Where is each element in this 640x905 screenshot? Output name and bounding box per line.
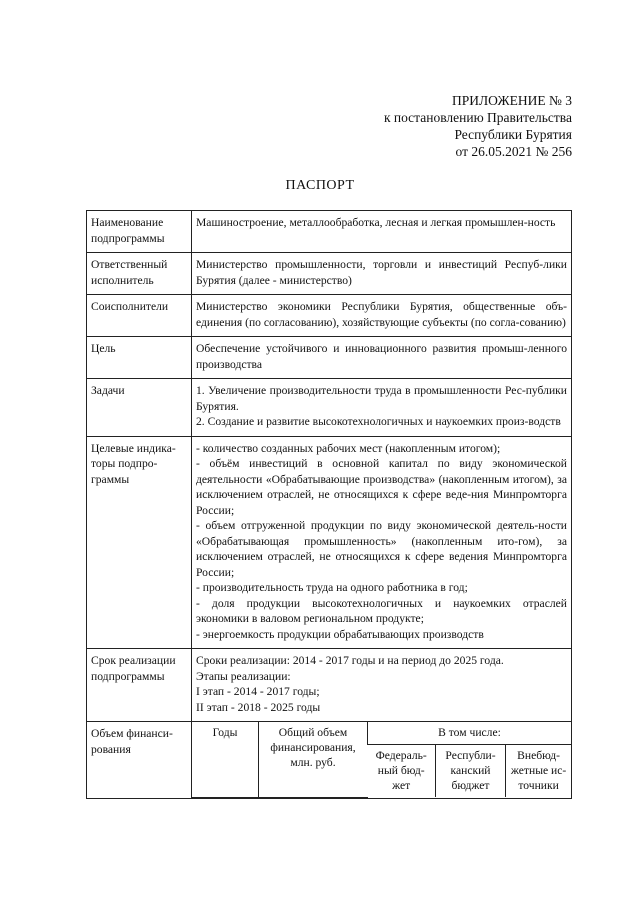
passport-row	[87, 253, 572, 295]
content-line: 2. Создание и развитие высокотехнологичных и наукоемких произ-водств	[196, 415, 561, 428]
row-content	[192, 337, 572, 379]
row-label: Срок реализации подпрограммы	[87, 649, 192, 722]
col-federal-budget: Федераль-ный бюд-жет	[375, 749, 427, 792]
financing-cell	[192, 722, 572, 799]
content-line: - энергоемкость продукции обрабатывающих производств	[196, 627, 484, 641]
row-content	[192, 295, 572, 337]
content-line: - производительность труда на одного работника в год;	[196, 581, 468, 594]
content-line: I этап - 2014 - 2017 годы;	[196, 685, 320, 698]
document-title: ПАСПОРТ	[285, 178, 355, 193]
row-content	[192, 379, 572, 437]
passport-row	[87, 436, 572, 649]
document-header	[384, 92, 572, 160]
passport-row	[87, 295, 572, 337]
row-label: Соисполнители	[87, 295, 192, 337]
row-label: Целевые индика-торы подпро-граммы	[87, 436, 192, 649]
content-line: Машиностроение, металлообработка, лесная и легкая промышлен-ность	[196, 216, 556, 229]
resolution-date: от 26.05.2021 № 256	[455, 144, 572, 159]
passport-table	[86, 210, 572, 799]
passport-row	[87, 337, 572, 379]
row-label: Цель	[87, 337, 192, 379]
content-line: Сроки реализации: 2014 - 2017 годы и на период до 2025 года.	[196, 654, 504, 667]
col-republic-budget: Республи-канский бюджет	[435, 745, 505, 798]
content-line: 1. Увеличение производительности труда в промышленности Рес-публики Бурятия.	[196, 384, 567, 413]
content-line: Обеспечение устойчивого и инновационного развития промыш-ленного производства	[196, 342, 567, 371]
content-line: - доля продукции высокотехнологичных и наукоемких отраслей экономики в валовом региональном продукте;	[196, 596, 567, 625]
row-content	[192, 211, 572, 253]
resolution-reference: к постановлению Правительства	[383, 110, 572, 125]
row-label: Наименование подпрограммы	[87, 211, 192, 253]
content-line: - количество созданных рабочих мест (накопленным итогом);	[196, 441, 501, 455]
col-including: В том числе:	[368, 722, 572, 745]
content-line: - объем отгруженной продукции по виду экономической деятель-ности «Обрабатывающая промышленность» (накопленным ито-гом), за исключением отраслей, не относящихся к сфере ведения Минпромторга России;	[196, 519, 567, 579]
financing-row	[87, 722, 572, 799]
content-line: - объём инвестиций в основной капитал по виду экономической деятельности «Обрабатывающие производства» (накопленным итогом), за исключением отраслей, не относящихся к сфере веде-ния Минпромторга России;	[196, 457, 567, 517]
passport-row	[87, 649, 572, 722]
row-content	[192, 436, 572, 649]
content-line: Этапы реализации:	[196, 669, 291, 683]
financing-table	[192, 722, 571, 798]
content-line: II этап - 2018 - 2025 годы	[196, 700, 321, 714]
row-label: Задачи	[87, 379, 192, 437]
appendix-number: ПРИЛОЖЕНИЕ № 3	[451, 93, 572, 108]
row-label: Объем финанси-рования	[87, 722, 192, 799]
row-label: Ответственный исполнитель	[87, 253, 192, 295]
content-line: Министерство промышленности, торговли и инвестиций Респуб-лики Бурятия (далее - министерство)	[196, 258, 567, 287]
col-total-financing: Общий объем финансирования, млн. руб.	[259, 722, 368, 797]
passport-row	[87, 211, 572, 253]
col-years: Годы	[192, 722, 259, 797]
republic-name: Республики Бурятия	[454, 127, 572, 142]
passport-row	[87, 379, 572, 437]
col-extrabudgetary: Внебюд-жетные ис-точники	[506, 745, 571, 798]
row-content	[192, 649, 572, 722]
row-content	[192, 253, 572, 295]
content-line: Министерство экономики Республики Бурятия, общественные объ-единения (по согласованию), хозяйствующие субъекты (по согла-сованию)	[196, 300, 567, 329]
